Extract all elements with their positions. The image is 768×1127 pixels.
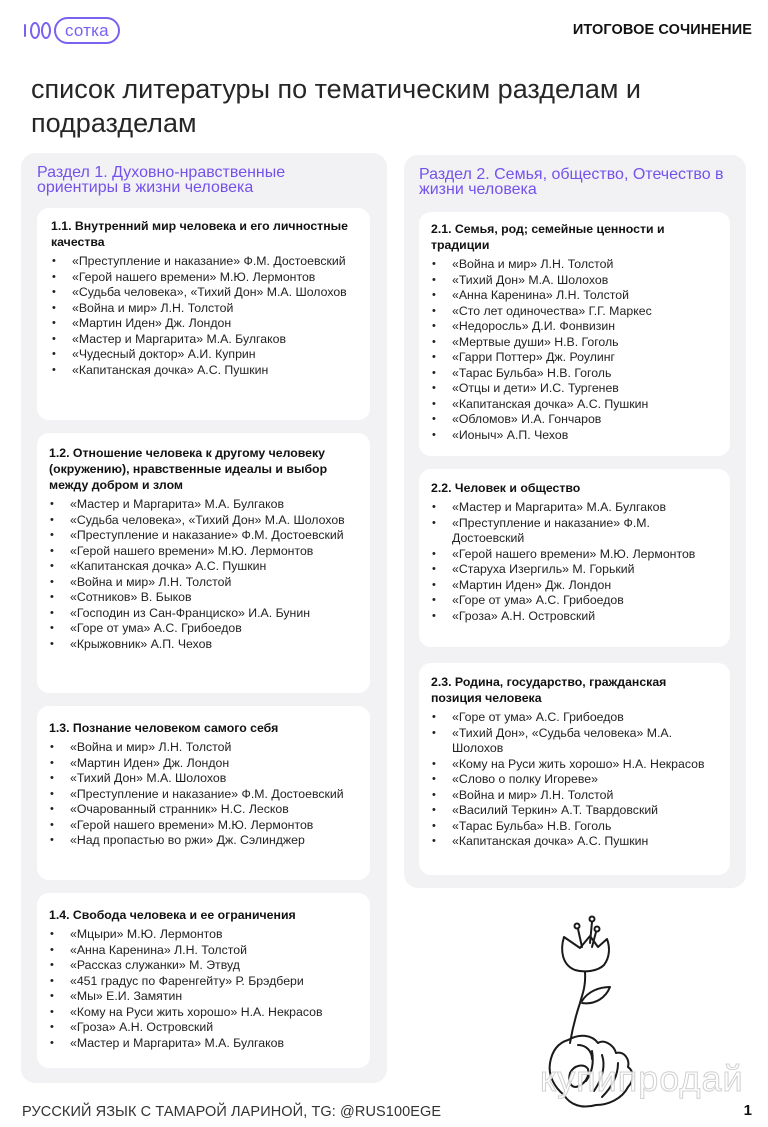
book-list-item: • «Гроза» А.Н. Островский: [431, 609, 720, 625]
book-list-item: • «Мартин Иден» Дж. Лондон: [49, 756, 358, 772]
book-list-item: • «Капитанская дочка» А.С. Пушкин: [49, 559, 358, 575]
footer-credit: РУССКИЙ ЯЗЫК С ТАМАРОЙ ЛАРИНОЙ, TG: @RUS100EGE: [22, 1104, 442, 1120]
book-list-item: • «Анна Каренина» Л.Н. Толстой: [431, 288, 720, 304]
subsection-1-3-card: [37, 706, 370, 880]
subsection-1-4-card: [37, 893, 370, 1068]
logo-number-mark: [24, 22, 51, 39]
book-list-item: • «Мастер и Маргарита» М.А. Булгаков: [431, 500, 720, 516]
book-list-item: • «Капитанская дочка» А.С. Пушкин: [431, 834, 720, 850]
book-list-item: • «Рассказ служанки» М. Этвуд: [49, 958, 358, 974]
book-list-item: • «Мастер и Маргарита» М.А. Булгаков: [51, 332, 358, 348]
book-list-item: • «Война и мир» Л.Н. Толстой: [49, 575, 358, 591]
book-list-item: • «Тарас Бульба» Н.В. Гоголь: [431, 366, 720, 382]
book-list-item: • «Горе от ума» А.С. Грибоедов: [431, 710, 720, 726]
book-list-item: • «Отцы и дети» И.С. Тургенев: [431, 381, 720, 397]
book-list: [431, 257, 720, 443]
book-list-item: • «Ионыч» А.П. Чехов: [431, 428, 720, 444]
book-list: [49, 740, 358, 849]
subsection-2-3-card: [419, 663, 730, 875]
book-list-item: • «Тихий Дон», «Судьба человека» М.А. Шолохов: [431, 726, 720, 757]
book-list-item: • «Слово о полку Игореве»: [431, 772, 720, 788]
subsection-title: 2.3. Родина, государство, гражданская позиция человека: [431, 675, 667, 705]
book-list-item: • «Мартин Иден» Дж. Лондон: [431, 578, 720, 594]
book-list-item: • «Мастер и Маргарита» М.А. Булгаков: [49, 497, 358, 513]
page-header: [0, 0, 768, 60]
book-list-item: • «Мертвые души» Н.В. Гоголь: [431, 335, 720, 351]
section-1-title: Раздел 1. Духовно-нравственные ориентиры в жизни человека: [37, 164, 286, 196]
book-list: [49, 927, 358, 1051]
book-list-item: • «Преступление и наказание» Ф.М. Достоевский: [49, 528, 358, 544]
book-list-item: • «Преступление и наказание» Ф.М. Достоевский: [49, 787, 358, 803]
subsection-title: 2.1. Семья, род; семейные ценности и традиции: [431, 222, 665, 252]
book-list-item: • «Горе от ума» А.С. Грибоедов: [431, 593, 720, 609]
book-list-item: • «Тихий Дон» М.А. Шолохов: [431, 273, 720, 289]
book-list-item: • «Кому на Руси жить хорошо» Н.А. Некрасов: [49, 1005, 358, 1021]
book-list: [431, 500, 720, 624]
subsection-2-1-card: [419, 212, 730, 456]
header-title: ИТОГОВОЕ СОЧИНЕНИЕ: [572, 22, 752, 38]
book-list-item: • «Очарованный странник» Н.С. Лесков: [49, 802, 358, 818]
subsection-title: 1.3. Познание человеком самого себя: [49, 721, 279, 735]
subsection-1-1-card: [37, 208, 370, 420]
subsection-title: 1.2. Отношение человека к другому человеку (окружению), нравственные идеалы и выбор между добром и злом: [49, 446, 328, 492]
book-list: [431, 710, 720, 850]
watermark: купипродай: [540, 1058, 744, 1099]
book-list-item: • «Анна Каренина» Л.Н. Толстой: [49, 943, 358, 959]
book-list-item: • «Гарри Поттер» Дж. Роулинг: [431, 350, 720, 366]
book-list-item: • «Василий Теркин» А.Т. Твардовский: [431, 803, 720, 819]
sotka-logo: [24, 17, 120, 44]
book-list-item: • «Крыжовник» А.П. Чехов: [49, 637, 358, 653]
book-list-item: • «Обломов» И.А. Гончаров: [431, 412, 720, 428]
book-list-item: • «Мастер и Маргарита» М.А. Булгаков: [49, 1036, 358, 1052]
book-list-item: • «Господин из Сан-Франциско» И.А. Бунин: [49, 606, 358, 622]
subsection-1-2-card: [37, 433, 370, 693]
book-list-item: • «Сотников» В. Быков: [49, 590, 358, 606]
book-list-item: • «Чудесный доктор» А.И. Куприн: [51, 347, 358, 363]
book-list-item: • «Преступление и наказание» Ф.М. Достоевский: [431, 516, 720, 547]
book-list-item: • «Судьба человека», «Тихий Дон» М.А. Шолохов: [49, 513, 358, 529]
section-1-panel: [21, 153, 387, 1083]
book-list-item: • «451 градус по Фаренгейту» Р. Брэдбери: [49, 974, 358, 990]
subsection-title: 1.1. Внутренний мир человека и его личностные качества: [51, 219, 348, 249]
book-list-item: • «Недоросль» Д.И. Фонвизин: [431, 319, 720, 335]
book-list-item: • «Герой нашего времени» М.Ю. Лермонтов: [49, 818, 358, 834]
book-list-item: • «Война и мир» Л.Н. Толстой: [49, 740, 358, 756]
book-list-item: • «Капитанская дочка» А.С. Пушкин: [51, 363, 358, 379]
book-list-item: • «Мартин Иден» Дж. Лондон: [51, 316, 358, 332]
page-title: список литературы по тематическим разделам и подразделам: [31, 74, 641, 138]
book-list-item: • «Кому на Руси жить хорошо» Н.А. Некрасов: [431, 757, 720, 773]
subsection-2-2-card: [419, 469, 730, 647]
book-list-item: • «Тарас Бульба» Н.В. Гоголь: [431, 819, 720, 835]
book-list-item: • «Герой нашего времени» М.Ю. Лермонтов: [49, 544, 358, 560]
book-list-item: • «Война и мир» Л.Н. Толстой: [431, 257, 720, 273]
book-list-item: • «Мы» Е.И. Замятин: [49, 989, 358, 1005]
book-list-item: • «Война и мир» Л.Н. Толстой: [431, 788, 720, 804]
book-list-item: • «Герой нашего времени» М.Ю. Лермонтов: [51, 270, 358, 286]
book-list-item: • «Гроза» А.Н. Островский: [49, 1020, 358, 1036]
book-list-item: • «Мцыри» М.Ю. Лермонтов: [49, 927, 358, 943]
page-number: 1: [743, 1102, 752, 1119]
book-list-item: • «Горе от ума» А.С. Грибоедов: [49, 621, 358, 637]
logo-wordmark: сотка: [54, 17, 120, 44]
book-list-item: • «Сто лет одиночества» Г.Г. Маркес: [431, 304, 720, 320]
book-list-item: • «Капитанская дочка» А.С. Пушкин: [431, 397, 720, 413]
book-list-item: • «Война и мир» Л.Н. Толстой: [51, 301, 358, 317]
book-list-item: • «Судьба человека», «Тихий Дон» М.А. Шолохов: [51, 285, 358, 301]
book-list: [49, 497, 358, 652]
book-list-item: • «Тихий Дон» М.А. Шолохов: [49, 771, 358, 787]
book-list-item: • «Герой нашего времени» М.Ю. Лермонтов: [431, 547, 720, 563]
subsection-title: 2.2. Человек и общество: [431, 481, 581, 495]
book-list-item: • «Преступление и наказание» Ф.М. Достоевский: [51, 254, 358, 270]
book-list-item: • «Над пропастью во ржи» Дж. Сэлинджер: [49, 833, 358, 849]
book-list-item: • «Старуха Изергиль» М. Горький: [431, 562, 720, 578]
subsection-title: 1.4. Свобода человека и ее ограничения: [49, 908, 296, 922]
section-2-panel: [404, 155, 746, 888]
book-list: [51, 254, 358, 378]
section-2-title: Раздел 2. Семья, общество, Отечество в жизни человека: [419, 166, 724, 198]
